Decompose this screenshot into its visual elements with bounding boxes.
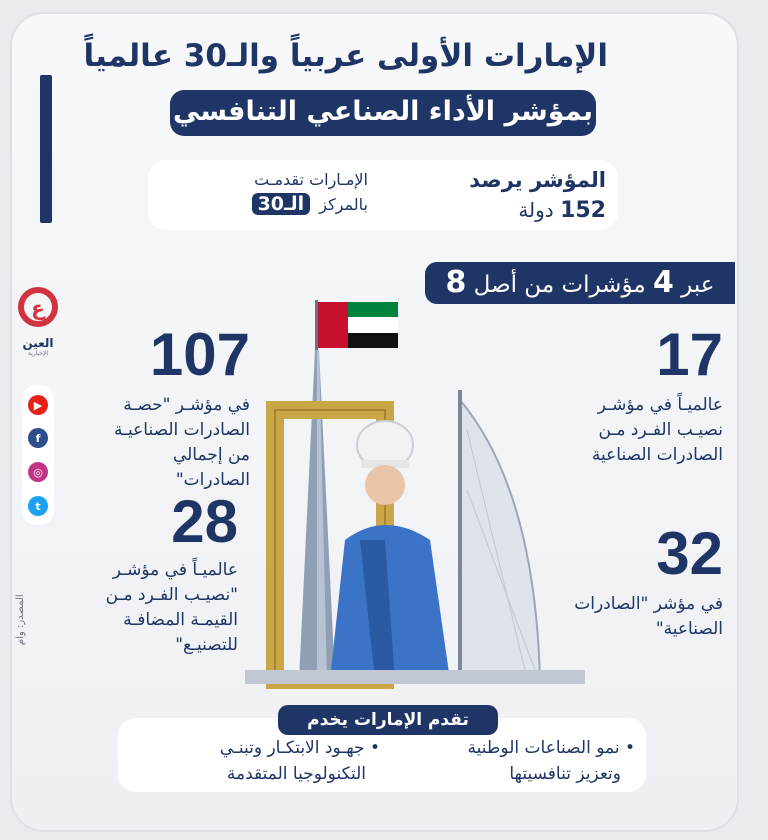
svg-text:ع: ع [31,296,45,320]
banner-middle: مؤشرات من أصل [473,272,646,298]
stat-107 [110,321,250,493]
benefits-title: تقدم الإمارات يخدم [278,705,498,735]
youtube-icon[interactable]: ▶ [28,395,48,415]
index-label: المؤشر يرصد [469,168,606,192]
burj-khalifa-icon [299,350,335,680]
benefit-2-line2: التكنولوجيا المتقدمة [226,764,366,784]
twitter-icon[interactable]: t [28,496,48,516]
stat-28-line: "نصيـب الفـرد مـن [105,585,238,605]
stat-107-line: من إجمالي الصادرات" [172,445,250,490]
stat-28-desc [60,558,238,658]
logo-subtext: الإخبارية [27,350,49,357]
stat-32-number: 32 [656,520,723,587]
stat-28-line: للتصنيـع" [175,635,238,655]
stat-17-number: 17 [656,321,723,388]
uae-line2: بالمركز [319,195,368,214]
uae-line2-wrap [168,193,368,215]
countries-count [436,198,606,223]
bullet-dot-icon: • [364,738,380,758]
logo-text: العين [22,336,54,350]
stat-32-desc [545,592,723,642]
stat-107-desc [110,393,250,493]
headline-line1: الإمارات الأولى عربياً والـ30 عالمياً [83,38,608,74]
stat-28-number: 28 [171,488,238,555]
bullet-dot-icon: • [619,738,635,758]
benefit-1-line1 [410,735,635,761]
benefit-item-1 [410,735,635,787]
stat-107-line: في مؤشـر "حصـة [123,395,250,415]
summary-box [148,160,618,230]
stat-32-line: في مؤشر "الصادرات [574,594,723,614]
uae-flag-icon [315,300,398,360]
stat-107-number: 107 [149,321,250,388]
al-ain-logo-icon [18,285,58,333]
stat-17-line: عالميـاً في مؤشـر [597,395,723,415]
instagram-icon[interactable]: ◎ [28,462,48,482]
countries-number: 152 [560,198,606,223]
dubai-illustration [235,290,595,690]
benefit-2-line1 [140,735,380,761]
index-summary [436,168,606,223]
benefit-1-text: نمو الصناعات الوطنية [467,738,620,758]
banner-count: 4 [652,265,674,300]
stat-32-line: الصناعية" [655,619,723,639]
stat-17-desc [555,393,723,468]
banner-total: 8 [445,265,467,300]
stat-17-line: الصادرات الصناعية [591,445,723,465]
stat-28 [60,488,238,658]
al-ain-logo [18,285,58,355]
stat-28-line: عالميـاً في مؤشـر [112,560,238,580]
benefit-1-line2: وتعزيز تنافسيتها [509,764,621,784]
stat-17-line: نصيـب الفـرد مـن [598,420,723,440]
accent-bar [40,75,52,223]
ground-base [245,670,585,684]
uae-rank-badge: الـ30 [252,193,311,215]
stat-17 [555,321,723,468]
uae-rank-summary [168,170,368,215]
stat-107-line: الصادرات الصناعيـة [113,420,250,440]
facebook-icon[interactable]: f [28,428,48,448]
stat-32 [545,520,723,642]
stat-28-line: القيمـة المضافـة [123,610,238,630]
worker-icon [330,421,450,680]
headline-line2: بمؤشر الأداء الصناعي التنافسي [170,90,596,136]
burj-al-arab-icon [460,390,540,680]
uae-line1: الإمـارات تقدمـت [254,170,368,189]
benefit-2-text: جهـود الابتكـار وتبنـي [219,738,365,758]
countries-unit: دولة [518,198,554,222]
benefit-item-2 [140,735,380,787]
banner-prefix: عبر [681,272,715,298]
source-credit: المصدر: وام [15,594,26,645]
